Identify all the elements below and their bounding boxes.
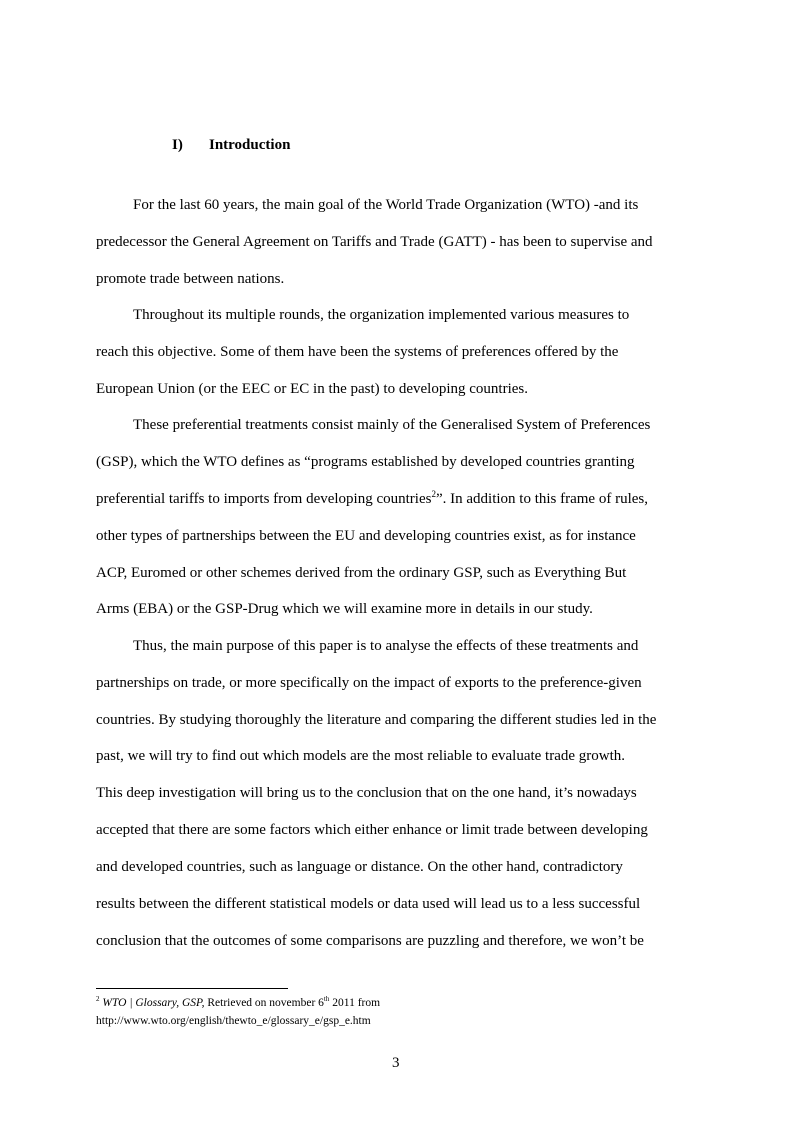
footnote-ordinal: th: [323, 995, 330, 1003]
body-line: This deep investigation will bring us to the conclusion that on the one hand, it’s nowadays: [96, 785, 637, 801]
line-text: ”. In addition to this frame of rules,: [435, 491, 648, 507]
page-number: 3: [392, 1055, 400, 1071]
footnote-text: Retrieved on november 6: [204, 997, 324, 1009]
body-line: Arms (EBA) or the GSP-Drug which we will examine more in details in our study.: [96, 601, 593, 617]
body-line: Throughout its multiple rounds, the organization implemented various measures to: [133, 307, 630, 323]
body-line: reach this objective. Some of them have been the systems of preferences offered by the: [96, 344, 619, 360]
section-number: I): [172, 137, 183, 153]
section-title: Introduction: [209, 137, 291, 153]
body-line: partnerships on trade, or more specifically on the impact of exports to the preference-given: [96, 675, 642, 691]
footnote-divider: [96, 988, 288, 989]
section-heading: [172, 137, 290, 154]
body-line: European Union (or the EEC or EC in the past) to developing countries.: [96, 381, 528, 397]
body-line: countries. By studying thoroughly the literature and comparing the different studies led in the: [96, 712, 657, 728]
body-line: accepted that there are some factors which either enhance or limit trade between developing: [96, 822, 648, 838]
footnote-url: http://www.wto.org/english/thewto_e/glossary_e/gsp_e.htm: [96, 1015, 371, 1027]
body-line: conclusion that the outcomes of some comparisons are puzzling and therefore, we won’t be: [96, 933, 644, 949]
line-text: preferential tariffs to imports from developing countries: [96, 491, 432, 507]
body-line: past, we will try to find out which models are the most reliable to evaluate trade growth.: [96, 748, 626, 764]
footnote-text: 2011 from: [329, 997, 381, 1009]
body-line: For the last 60 years, the main goal of the World Trade Organization (WTO) -and its: [133, 197, 639, 213]
body-line: These preferential treatments consist mainly of the Generalised System of Preferences: [133, 417, 651, 433]
footnote-source: WTO | Glossary, GSP,: [102, 997, 205, 1009]
body-line-with-footnote-ref: [96, 490, 648, 508]
body-line: predecessor the General Agreement on Tariffs and Trade (GATT) - has been to supervise and: [96, 234, 653, 250]
body-line: Thus, the main purpose of this paper is to analyse the effects of these treatments and: [133, 638, 639, 654]
footnote-reference: 2: [431, 489, 436, 499]
footnote-marker: 2: [96, 995, 100, 1003]
body-line: other types of partnerships between the EU and developing countries exist, as for instance: [96, 528, 636, 544]
body-line: ACP, Euromed or other schemes derived from the ordinary GSP, such as Everything But: [96, 565, 627, 581]
body-line: (GSP), which the WTO defines as “programs established by developed countries granting: [96, 454, 635, 470]
body-line: results between the different statistical models or data used will lead us to a less successful: [96, 896, 641, 912]
body-line: and developed countries, such as language or distance. On the other hand, contradictory: [96, 859, 623, 875]
footnote: [96, 996, 380, 1010]
body-line: promote trade between nations.: [96, 271, 285, 287]
